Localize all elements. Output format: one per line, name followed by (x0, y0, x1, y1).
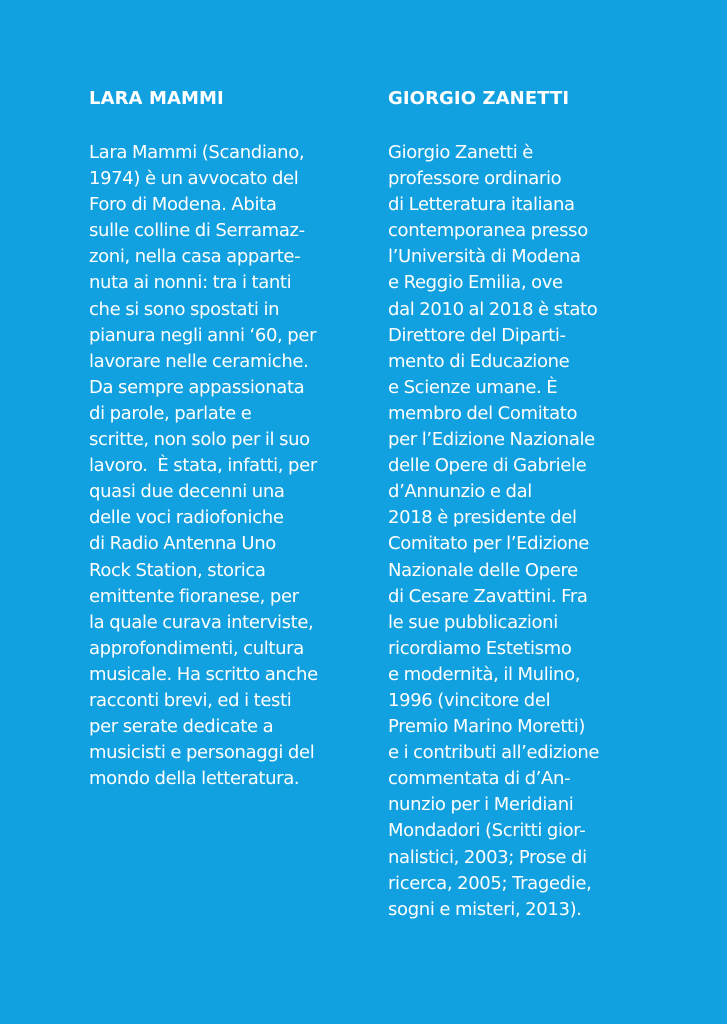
bio-line: Lara Mammi (Scandiano, (89, 142, 305, 163)
bio-line: di Radio Antenna Uno (89, 533, 276, 555)
bio-line: membro del Comitato (388, 402, 578, 424)
author-bio-text (388, 140, 688, 923)
bio-line: ricerca, 2005; Tragedie, (388, 872, 592, 894)
bio-line: commentata di d’An- (388, 768, 571, 790)
bio-line: Mondadori (Scritti gior- (388, 820, 586, 842)
bio-line: ricordiamo Estetismo (388, 637, 572, 659)
author-bio-text (89, 140, 369, 792)
bio-line: sulle colline di Serramaz- (89, 220, 305, 242)
bio-line: contemporanea presso (388, 220, 588, 242)
bio-line: Foro di Modena. Abita (89, 194, 277, 216)
author-name-heading: GIORGIO ZANETTI (388, 88, 570, 109)
bio-line: quasi due decenni una (89, 481, 285, 503)
bio-line: di Letteratura italiana (388, 194, 575, 216)
bio-line: Giorgio Zanetti è (388, 142, 534, 163)
bio-line: musicale. Ha scritto anche (89, 663, 318, 685)
bio-line: e i contributi all’edizione (388, 742, 600, 764)
bio-line: la quale curava interviste, (89, 611, 314, 633)
bio-line: l’Università di Modena (388, 246, 581, 268)
bio-line: dal 2010 al 2018 è stato (388, 298, 598, 320)
bio-line: d’Annunzio e dal (388, 481, 532, 503)
bio-column-giorgio-zanetti (388, 86, 688, 923)
bio-line: delle voci radiofoniche (89, 507, 284, 529)
bio-line: Da sempre appassionata (89, 376, 305, 398)
bio-line: approfondimenti, cultura (89, 637, 304, 659)
bio-line: mondo della letteratura. (89, 768, 300, 790)
bio-line: zoni, nella casa apparte- (89, 246, 301, 268)
bio-line: musicisti e personaggi del (89, 742, 315, 764)
bio-line: Direttore del Diparti- (388, 324, 566, 346)
bio-line: nalistici, 2003; Prose di (388, 846, 587, 868)
bio-line: Rock Station, storica (89, 559, 266, 581)
bio-line: sogni e misteri, 2013). (388, 898, 582, 920)
bio-line: e modernità, il Mulino, (388, 663, 581, 685)
bio-line: 1974) è un avvocato del (89, 168, 299, 190)
bio-line: 1996 (vincitore del (388, 689, 551, 711)
bio-line: Comitato per l’Edizione (388, 533, 590, 555)
bio-line: pianura negli anni ‘60, per (89, 324, 317, 346)
bio-line: lavorare nelle ceramiche. (89, 350, 309, 372)
bio-line: scritte, non solo per il suo (89, 429, 310, 451)
bio-column-lara-mammi (89, 86, 369, 792)
bio-line: delle Opere di Gabriele (388, 455, 587, 477)
bio-line: racconti brevi, ed i testi (89, 689, 292, 711)
bio-line: nuta ai nonni: tra i tanti (89, 272, 292, 294)
bio-line: mento di Educazione (388, 350, 570, 372)
bio-line: che si sono spostati in (89, 298, 280, 320)
bio-line: di parole, parlate e (89, 402, 252, 424)
bio-line: lavoro. È stata, infatti, per (89, 455, 317, 477)
bio-line: professore ordinario (388, 168, 562, 190)
author-name-heading: LARA MAMMI (89, 88, 224, 109)
bio-line: per l’Edizione Nazionale (388, 429, 595, 451)
bio-line: emittente fioranese, per (89, 585, 299, 607)
bio-line: e Reggio Emilia, ove (388, 272, 563, 294)
bio-line: 2018 è presidente del (388, 507, 577, 529)
bio-line: Premio Marino Moretti) (388, 716, 586, 738)
bio-line: di Cesare Zavattini. Fra (388, 585, 588, 607)
bio-line: e Scienze umane. È (388, 376, 558, 398)
bio-line: per serate dedicate a (89, 716, 274, 738)
bio-line: le sue pubblicazioni (388, 611, 558, 633)
bio-line: Nazionale delle Opere (388, 559, 578, 581)
bio-line: nunzio per i Meridiani (388, 794, 574, 816)
